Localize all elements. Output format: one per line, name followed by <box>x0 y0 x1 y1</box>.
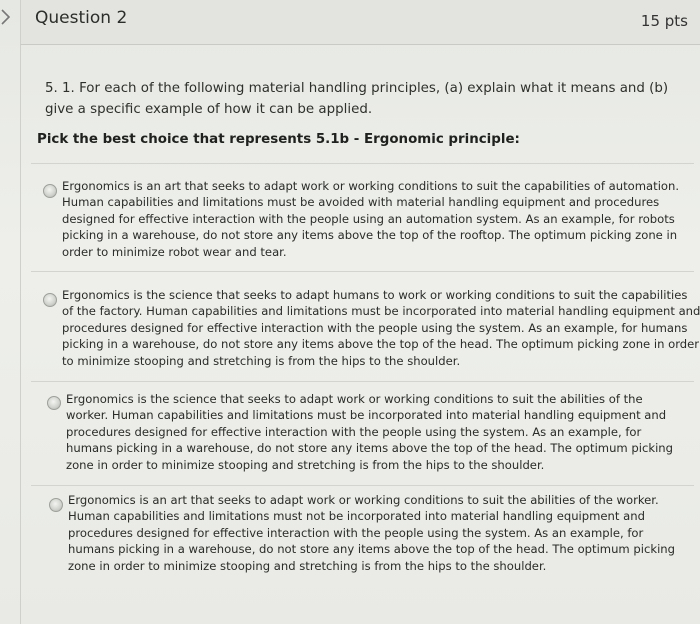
collapse-chevron-icon[interactable] <box>0 8 12 26</box>
answer-option-4[interactable] <box>31 485 694 604</box>
answer-option-2[interactable] <box>31 271 700 382</box>
question-header <box>20 0 700 45</box>
radio-button[interactable] <box>43 184 57 198</box>
question-points: 15 pts <box>640 12 688 30</box>
answer-text: Ergonomics is an art that seeks to adapt work or working conditions to suit the capabilities of automation. Human capabilities and limitations must be avoided with material handling equipment and procedures designed for effective interaction with the people using an automation system. As an example, for robots picking in a warehouse, do not store any items above the top of the rooftop. The optimum picking zone in order to minimize robot wear and tear. <box>62 179 680 259</box>
question-prompt: 5. 1. For each of the following material handling principles, (a) explain what it means and (b) give a specific example of how it can be applied. <box>45 81 669 117</box>
question-instruction: Pick the best choice that represents 5.1b - Ergonomic principle: <box>37 132 520 147</box>
answer-text: Ergonomics is the science that seeks to adapt work or working conditions to suit the abilities of the worker. Human capabilities and limitations must be incorporated into material handling equipment and procedures designed for effective interaction with the people using the system. As an example, for humans picking in a warehouse, do not store any items above the top of the head. The optimum picking zone in order to minimize stooping and stretching is from the hips to the shoulder. <box>66 392 674 472</box>
question-title: Question 2 <box>35 8 128 28</box>
radio-button[interactable] <box>49 498 63 512</box>
answer-text: Ergonomics is an art that seeks to adapt work or working conditions to suit the abilities of the worker. Human capabilities and limitations must not be incorporated into material handling equipment and procedures designed for effective interaction with the people using the system. As an example, for humans picking in a warehouse, do not store any items above the top of the head. The optimum picking zone in order to minimize stooping and stretching is from the hips to the shoulder. <box>68 493 676 573</box>
radio-button[interactable] <box>43 293 57 307</box>
question-body <box>20 45 700 624</box>
answer-option-1[interactable] <box>31 163 694 272</box>
radio-button[interactable] <box>47 396 61 410</box>
answer-option-3[interactable] <box>31 381 694 486</box>
answer-text: Ergonomics is the science that seeks to adapt humans to work or working conditions to suit the capabilities of the factory. Human capabilities and limitations must be incorporated into material handling equipment and procedures designed for effective interaction with the people using the system. As an example, for humans picking in a warehouse, do not store any items above the top of the head. The optimum picking zone in order to minimize stooping and stretching is from the hips to the shoulder. <box>62 288 700 368</box>
